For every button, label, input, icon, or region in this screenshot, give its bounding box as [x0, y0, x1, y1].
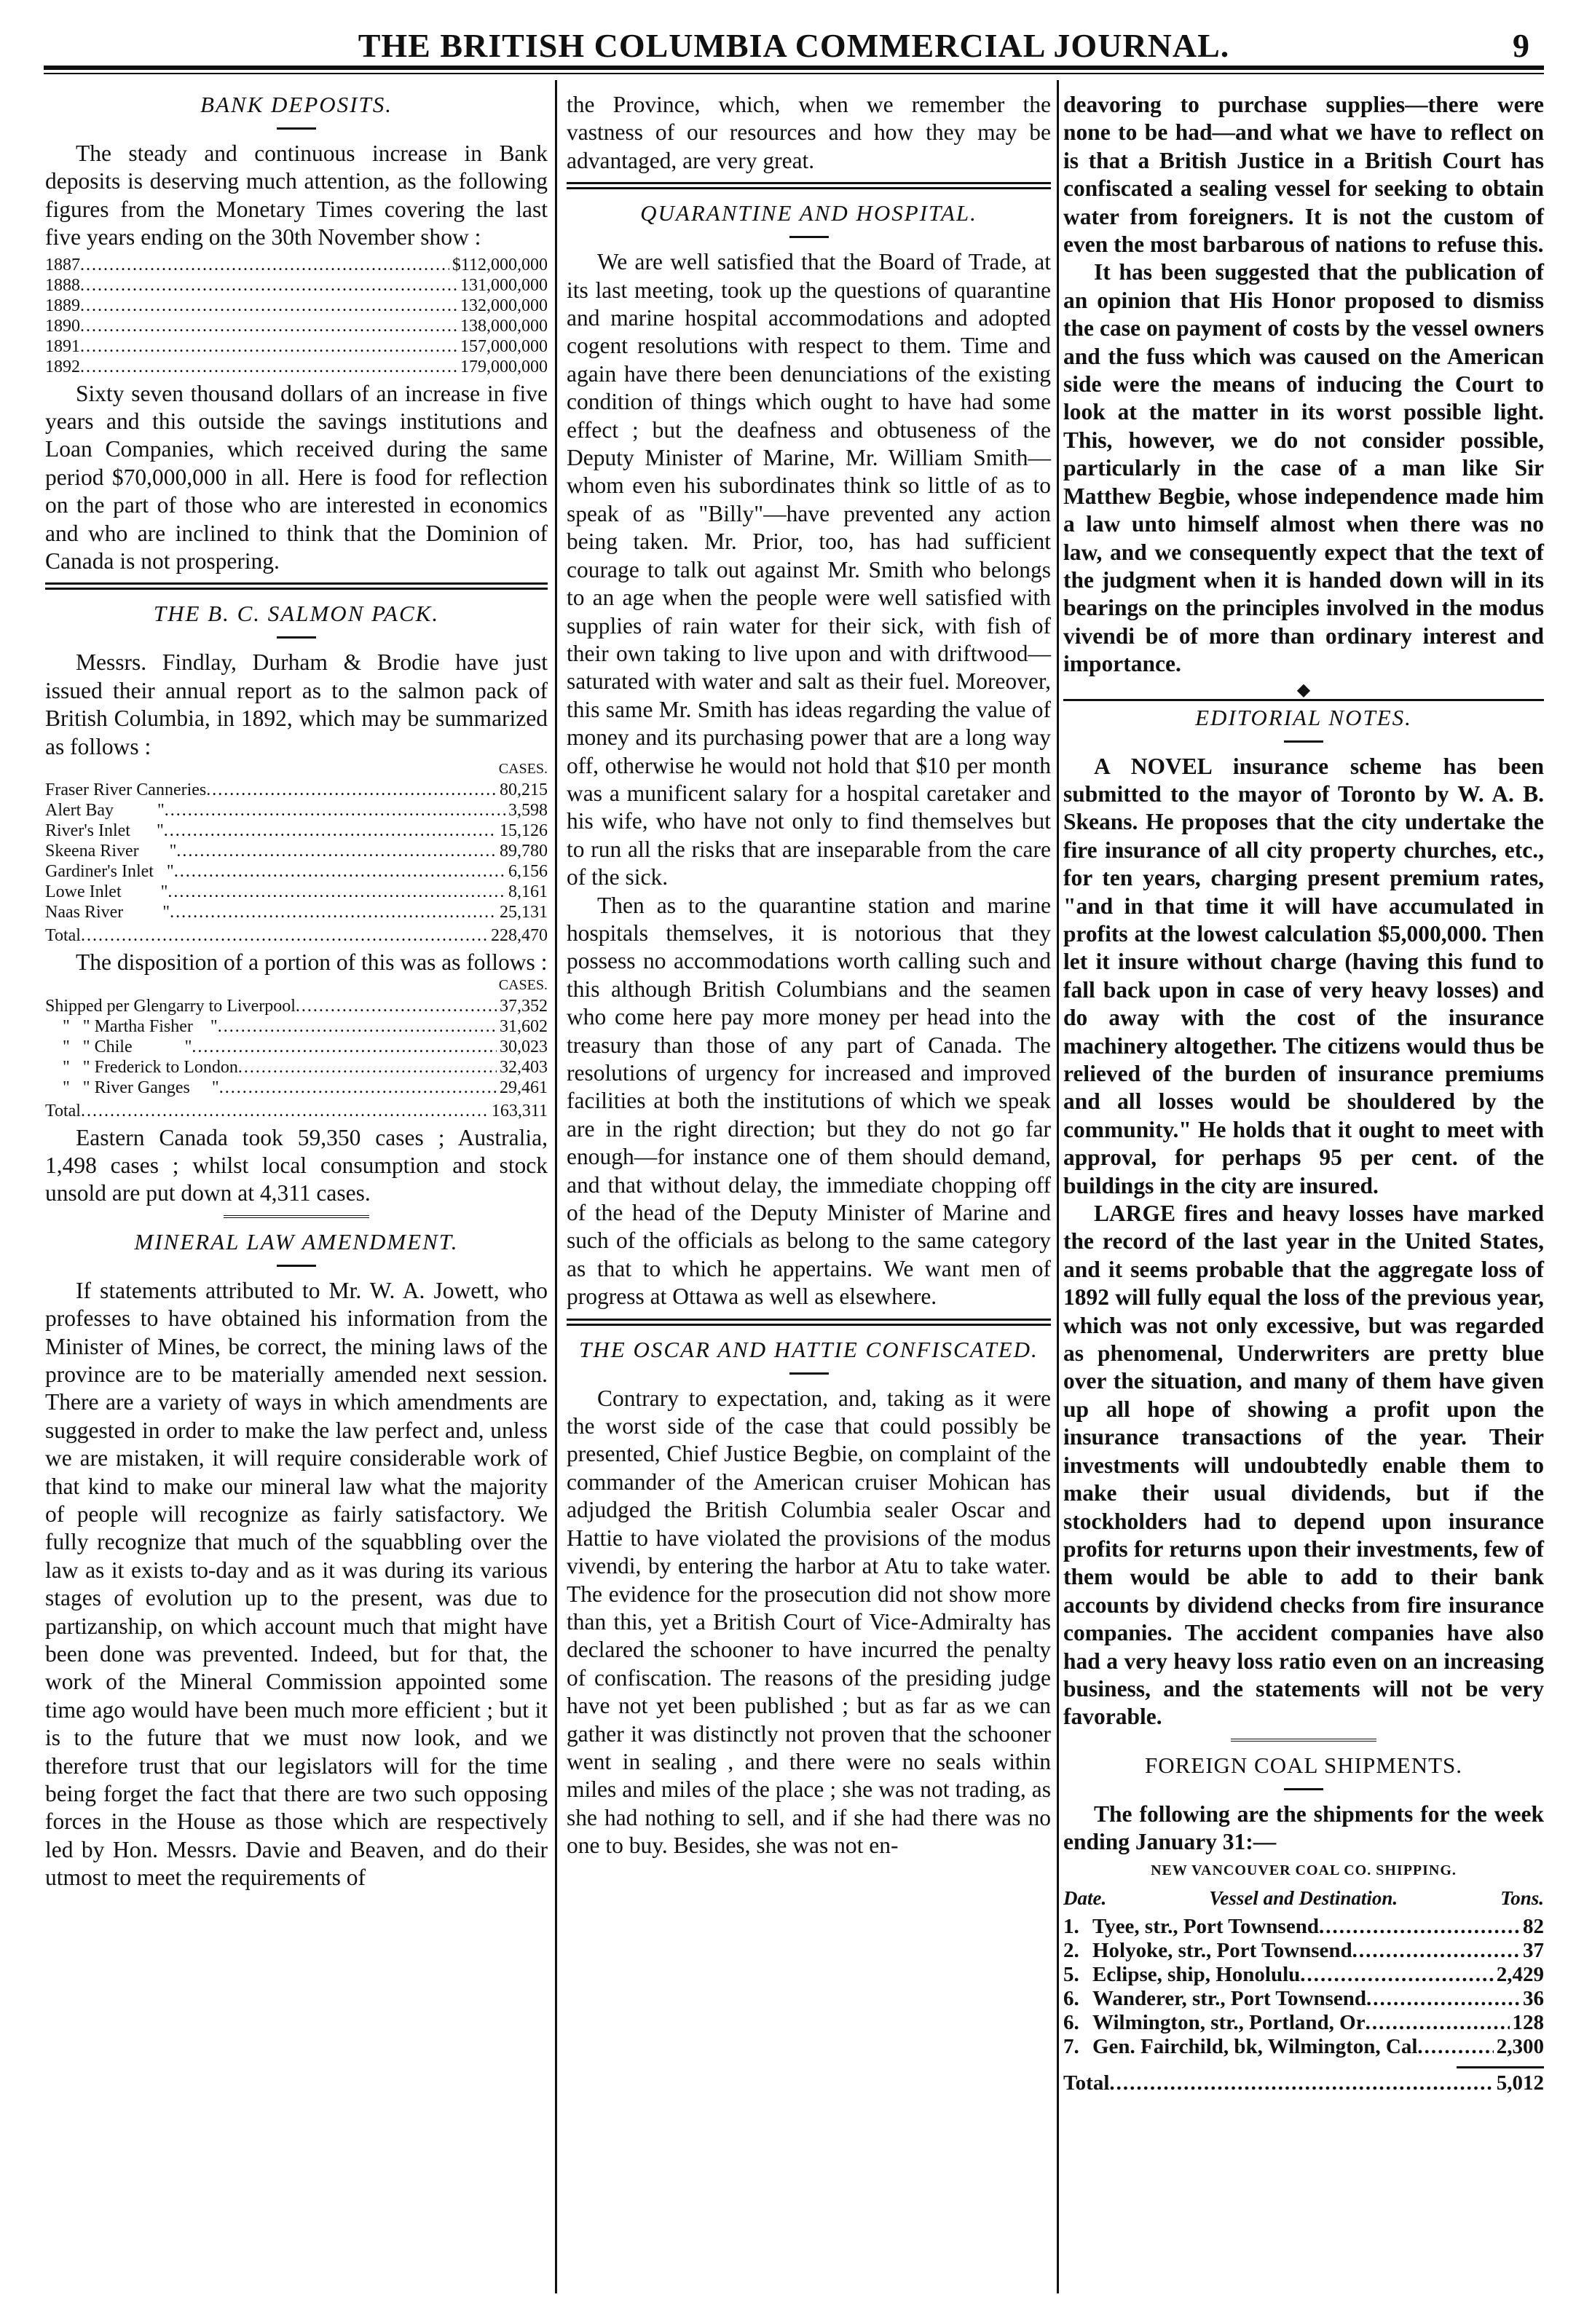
table-row: 6. Wilmington, str., Portland, Or ..... 128	[1063, 2011, 1544, 2035]
page-number: 9	[1513, 27, 1529, 64]
table-total: Total ..... 5,012	[1063, 2071, 1544, 2095]
article-paragraph: If statements attributed to Mr. W. A. Jowett, who professes to have obtained his information from the Minister of Mines, be correct, the mining laws of the province are to be materially amended next session. There are a variety of ways in which amendments are suggested in order to make the law perfect and, unless we are mistaken, it will require considerable work of that kind to make our mineral law what the majority of people will recognize as fairly satisfactory. We fully recognize that much of the squabbling over the law as it exists to-day and as it was during its various stages of evolution up to the present, was due to partizanship, on which account much that might have been done was prevented. Indeed, but for that, the work of the Mineral Commission appointed some time ago would have been much more efficient ; but it is to the future that we must now look, and we therefore trust that our legislators will for the time being forget the fact that there are two such opposing forces in the House as those which are respectively led by Hon. Messrs. Davie and Beaven, and do their utmost to meet the requirements of	[45, 1277, 548, 1891]
table-row: " " River Ganges " ..... 29,461	[45, 1078, 548, 1098]
article-paragraph: The disposition of a portion of this was as follows :	[76, 949, 548, 976]
deposits-table	[45, 255, 548, 377]
article-bank-deposits	[45, 91, 548, 590]
company-caption: NEW VANCOUVER COAL CO. SHIPPING.	[1151, 1862, 1457, 1878]
table-row: 7. Gen. Fairchild, bk, Wilmington, Cal ..... 2,300	[1063, 2035, 1544, 2059]
table-row: " " Chile " ..... 30,023	[45, 1037, 548, 1057]
table-row: Shipped per Glengarry to Liverpool ..... 37,352	[45, 996, 548, 1016]
disposition-table	[45, 996, 548, 1098]
coal-table-header: Date. Vessel and Destination. Tons.	[1063, 1886, 1544, 1909]
article-title: THE OSCAR AND HATTIE CONFISCATED.	[579, 1336, 1039, 1362]
table-row: 5. Eclipse, ship, Honolulu ..... 2,429	[1063, 1963, 1544, 1987]
article-oscar-hattie	[567, 1336, 1051, 1860]
table-row: 1888 ..... 131,000,000	[45, 275, 548, 296]
article-editorial-notes	[1063, 704, 1544, 1742]
table-total: Total ..... 163,311	[45, 1101, 548, 1121]
table-row: 1891 ..... 157,000,000	[45, 336, 548, 357]
table-row: Alert Bay " ..... 3,598	[45, 800, 548, 821]
coal-table	[1063, 1915, 1544, 2059]
article-paragraph: It has been suggested that the publication of an opinion that His Honor proposed to dismiss the case on payment of costs by the vessel owners and the fuss which was caused on the American side were the means of inducing the Court to look at the matter in its worst possible light. This, however, we do not consider possible, particularly in the case of a man like Sir Matthew Begbie, whose independence made him a law unto himself almost when there was no law, and we consequently expect that the text of the judgment when it is handed down will in its bearings on the principles involved in the modus vivendi be of more than ordinary interest and importance.	[1063, 259, 1544, 677]
table-row: " " Martha Fisher " ..... 31,602	[45, 1016, 548, 1037]
article-paragraph: deavoring to purchase supplies—there were none to be had—and what we have to reflect on is that a British Justice in a British Court has confiscated a sealing vessel for seeking to obtain water from foreigners. It is not the custom of even the most barbarous of nations to refuse this.	[1063, 92, 1544, 258]
article-title: BANK DEPOSITS.	[200, 92, 393, 117]
article-title: THE B. C. SALMON PACK.	[153, 601, 440, 627]
table-row: 6. Wanderer, str., Port Townsend ..... 36	[1063, 1987, 1544, 2011]
column-1	[45, 91, 548, 1892]
table-row: Naas River " ..... 25,131	[45, 902, 548, 922]
article-paragraph: Then as to the quarantine station and marine hospitals themselves, it is notorious that they possess no accommodations worth calling such and this although British Columbians and the seamen who come here pay more money per head into the treasury than those of any part of Canada. The resolutions of urgency for increased and improved facilities at both the institutions of which we speak are in the right direction; but they do not go far enough—for instance one of them should demand, and that without delay, the immediate chopping off of the head of the Deputy Minister of Marine and such of the officials as belong to the same category as that to which he appertains. We want men of progress at Ottawa as well as elsewhere.	[567, 892, 1051, 1310]
table-row: " " Frederick to London ..... 32,403	[45, 1057, 548, 1078]
column-divider-1	[555, 80, 557, 2293]
column-3	[1063, 91, 1544, 2098]
article-paragraph: Sixty seven thousand dollars of an increase in five years and this outside the savings institutions and Loan Companies, which received during the same period $70,000,000 in all. Here is food for reflection on the part of those who are interested in economics and who are inclined to think that the Dominion of Canada is not prospering.	[45, 380, 548, 574]
table-row: Skeena River " ..... 89,780	[45, 841, 548, 861]
cases-header: CASES.	[498, 976, 548, 993]
article-title: EDITORIAL NOTES.	[1195, 704, 1412, 730]
article-coal-shipments	[1063, 1752, 1544, 2096]
column-divider-2	[1057, 80, 1059, 2293]
article-paragraph: We are well satisfied that the Board of Trade, at its last meeting, took up the questions of quarantine and marine hospital accommodations and adopted cogent resolutions with respect to them. Time and again have there been denunciations of the existing condition of things which ought to have had some effect ; but the deafness and obtuseness of the Deputy Minister of Marine, Mr. William Smith—whom even his subordinates think so little of as to speak of as "Billy"—have prevented any action being taken. Mr. Prior, too, has had sufficient courage to talk out against Mr. Smith who belongs to an age when the people were well satisfied with supplies of rain water for their sick, with fish of their own taking to live upon and with driftwood—saturated with water and salt as their fuel. Moreover, this same Mr. Smith has ideas regarding the value of money and its purchasing power that are a long way off, otherwise he would not hold that $10 per month was a munificent salary for a hospital caretaker and his wife, who have not only to find themselves but to run all the risks that are inseparable from the care of the sick.	[567, 249, 1051, 890]
article-paragraph: Messrs. Findlay, Durham & Brodie have just issued their annual report as to the salmon pack of British Columbia, in 1892, which may be summarized as follows :	[45, 649, 548, 759]
article-paragraph: The following are the shipments for the week ending January 31:—	[1063, 1801, 1544, 1855]
table-row: 1. Tyee, str., Port Townsend ..... 82	[1063, 1915, 1544, 1939]
table-row: 1887 ..... $112,000,000	[45, 255, 548, 275]
article-salmon-pack	[45, 600, 548, 1217]
table-row: 1890 ..... 138,000,000	[45, 316, 548, 336]
ornament-icon: ◆	[1296, 680, 1311, 700]
header-rule-thin	[44, 73, 1544, 74]
table-row: 2. Holyoke, str., Port Townsend ..... 37	[1063, 1939, 1544, 1963]
article-title: FOREIGN COAL SHIPMENTS.	[1144, 1752, 1463, 1778]
table-row: Lowe Inlet " ..... 8,161	[45, 882, 548, 902]
table-row: River's Inlet " ..... 15,126	[45, 821, 548, 841]
table-row: 1892 ..... 179,000,000	[45, 357, 548, 377]
cases-header: CASES.	[498, 761, 548, 778]
article-quarantine	[567, 199, 1051, 1325]
table-row: 1889 ..... 132,000,000	[45, 296, 548, 316]
article-paragraph: The steady and continuous increase in Bank deposits is deserving much attention, as the following figures from the Monetary Times covering the last five years ending on the 30th November show :	[45, 141, 548, 250]
column-2	[567, 91, 1051, 1860]
article-paragraph: A NOVEL insurance scheme has been submitted to the mayor of Toronto by W. A. B. Skeans. He proposes that the city undertake the fire insurance of all city property churches, etc., for ten years, charging present premium rates, "and in that time it will have accumulated in profits at the lowest calculation $5,000,000. Then let it insure without charge (having this fund to fall back upon in case of very heavy losses) and do away with the cost of the insurance machinery altogether. The citizens would thus be relieved of the burden of insurance premiums and all losses would be shouldered by the community." He holds that it ought to meet with approval, for perhaps 95 per cent. of the buildings in the city are insured.	[1063, 753, 1544, 1198]
article-paragraph: the Province, which, when we remember the vastness of our resources and how they may be advantaged, are very great.	[567, 92, 1051, 173]
salmon-table	[45, 780, 548, 922]
article-paragraph: Eastern Canada took 59,350 cases ; Australia, 1,498 cases ; whilst local consumption and stock unsold are put down at 4,311 cases.	[45, 1124, 548, 1206]
article-paragraph: LARGE fires and heavy losses have marked the record of the last year in the United States, and it seems probable that the aggregate loss of 1892 will fully equal the loss of the previous year, which was not only excessive, but was regarded as phenomenal, Underwriters are pretty blue over the situation, and many of them have given up all hope of showing a profit upon the insurance transactions of the year. Their investments will undoubtedly enable them to make their usual dividends, but if the stockholders had to depend upon insurance profits for returns upon their investments, few of them would be able to add to their bank accounts by dividend checks from fire insurance companies. The accident companies have also had a very heavy loss ratio even on an increasing business, and the statements will not be very favorable.	[1063, 1201, 1544, 1730]
article-mineral-law	[45, 1228, 548, 1892]
header-rule	[44, 66, 1544, 70]
article-paragraph: Contrary to expectation, and, taking as it were the worst side of the case that could possibly be presented, Chief Justice Begbie, on complaint of the commander of the American cruiser Mohican has adjudged the British Columbia sealer Oscar and Hattie to have violated the provisions of the modus vivendi, by entering the harbor at Atu to take water. The evidence for the prosecution did not show more than this, yet a British Court of Vice-Admiralty has declared the schooner to have incurred the penalty of confiscation. The reasons of the presiding judge have not yet been published ; but as far as we can gather it was distinctly not proven that the schooner went in sealing , and there were no seals within miles and miles of the place ; she was not trading, as she had nothing to sell, and if she had there was no one to buy. Besides, she was not en-	[567, 1385, 1051, 1859]
article-title: QUARANTINE AND HOSPITAL.	[640, 200, 977, 226]
journal-title: THE BRITISH COLUMBIA COMMERCIAL JOURNAL.	[358, 27, 1230, 64]
table-row: Fraser River Canneries ..... 80,215	[45, 780, 548, 800]
table-row: Gardiner's Inlet " ..... 6,156	[45, 861, 548, 882]
table-total: Total ..... 228,470	[45, 925, 548, 946]
article-title: MINERAL LAW AMENDMENT.	[134, 1228, 459, 1254]
